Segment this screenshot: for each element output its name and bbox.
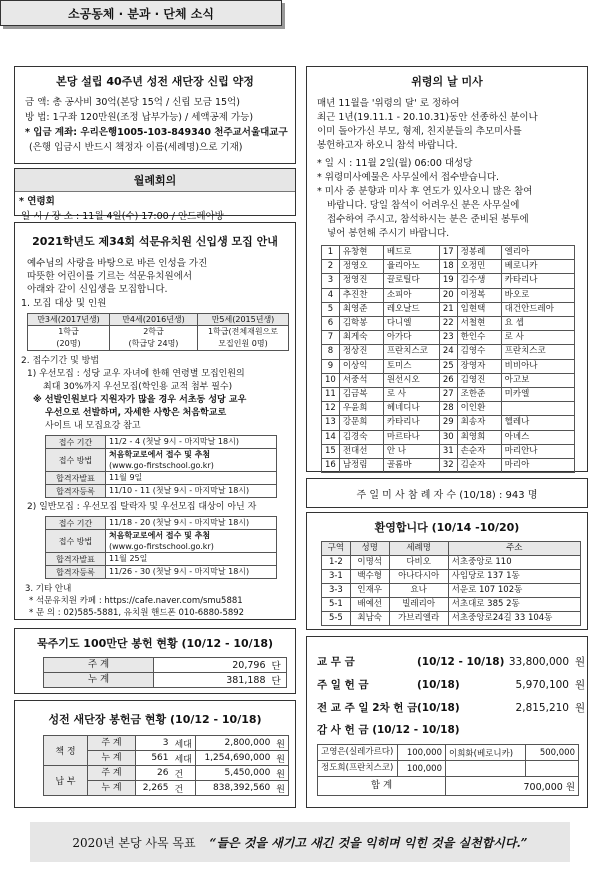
mass-time: * 일 시 : 11월 2일(월) 06:00 대성당 bbox=[317, 158, 473, 169]
rosary-title: 묵주기도 100만단 봉헌 현황 (10/12 - 10/18) bbox=[36, 637, 274, 650]
thanks-total-value: 700,000 원 bbox=[446, 777, 579, 796]
monthly-meeting-box bbox=[14, 168, 296, 222]
pledge-account: * 입금 계좌: 우리은행1005-103-849340 천주교서울대교구 bbox=[25, 127, 288, 138]
welcome-row: 3-3 인재우 요나 서운로 107 102동 bbox=[322, 584, 581, 598]
mass-note-3: 접수하여 주시고, 참석하시는 분은 준비된 봉투에 bbox=[327, 214, 529, 225]
general-schedule-table: 접수 기간 11/18 - 20 (첫날 9시 - 마지막날 18시) 접수 방법 처음학교로에서 접수 및 추첨 (www.go-firstschool.go.kr) 합격자발표 11월 25일 합격자등록 11/26 - 30 (첫날 9시 - 마지막날 18시) bbox=[45, 516, 277, 579]
rosary-table: 주 계 20,796 단 누 계 381,188 단 bbox=[43, 657, 287, 688]
priority-schedule-table: 접수 기간 11/2 - 4 (첫날 9시 - 마지막날 18시) 접수 방법 처음학교로에서 접수 및 추첨 (www.go-firstschool.go.kr) 합격자발표 11월 9일 합격자등록 11/10 - 11 (첫날 9시 - 마지막날 18시) bbox=[45, 435, 277, 498]
footer-label: 2020년 본당 사목 목표 bbox=[72, 835, 196, 850]
memorial-name-row: 15 전대선 안 나 31 손순자 마리안나 bbox=[322, 444, 575, 458]
offering-title: 성전 새단장 봉헌금 현황 (10/12 - 10/18) bbox=[48, 713, 262, 726]
kinder-age-table bbox=[27, 313, 289, 351]
pledge-method: 방 법: 1구좌 120만원(조정 납부가능) / 세액공제 가능) bbox=[25, 112, 254, 123]
memorial-name-row: 5 최영준 레오날드 21 임현택 대건안드레아 bbox=[322, 302, 575, 316]
welcome-title: 환영합니다 (10/14 -10/20) bbox=[374, 521, 520, 534]
finance-row: 전 교 주 일 2차 헌 금 (10/18) 2,815,210 원 bbox=[317, 702, 586, 714]
welcome-header-row: 구역 성명 세례명 주소 bbox=[322, 542, 581, 556]
pledge-amount: 금 액: 총 공사비 30억(본당 15억 / 신립 모금 15억) bbox=[25, 97, 240, 108]
memorial-name-row: 4 추진찬 소피아 20 이정복 바오로 bbox=[322, 288, 575, 302]
priority-line-1: 1) 우선모집 : 성당 교우 자녀에 한해 연령별 모집인원의 bbox=[27, 369, 245, 379]
welcome-table bbox=[321, 541, 581, 626]
mass-para-2: 최근 1년(19.11.1 - 20.10.31)동안 선종하신 분이나 bbox=[317, 112, 538, 123]
welcome-box bbox=[306, 512, 588, 630]
rosary-box bbox=[14, 628, 296, 694]
thanks-total-label: 합 계 bbox=[318, 777, 446, 796]
mass-note-4: 넣어 봉헌해 주시기 바랍니다. bbox=[327, 228, 450, 239]
finance-row: 주 일 헌 금 (10/18) 5,970,100 원 bbox=[317, 679, 586, 691]
priority-line-3: ※ 선발인원보다 지원자가 많을 경우 서초동 성당 교우 bbox=[33, 395, 247, 405]
finance-box bbox=[306, 636, 588, 808]
kinder-cafe: * 석문유치원 카페 : https://cafe.naver.com/smu5881 bbox=[29, 596, 243, 606]
welcome-row: 5-5 최남숙 가브리엘라 서초중앙로24길 33 104동 bbox=[322, 612, 581, 626]
memorial-name-row: 1 유창현 베드로 17 정봉례 엘리아 bbox=[322, 246, 575, 260]
memorial-name-row: 8 정상진 프란치스코 24 김영수 프란치스코 bbox=[322, 345, 575, 359]
priority-line-4: 우선으로 선발하며, 자세한 사항은 처음학교로 bbox=[45, 408, 227, 418]
welcome-row: 1-2 이명석 다비오 서초중앙로 110 bbox=[322, 556, 581, 570]
memorial-name-row: 6 김학봉 다니엘 22 서철현 요 셉 bbox=[322, 317, 575, 331]
kindergarten-box bbox=[14, 222, 296, 620]
attendance-label: 주 일 미 사 참 례 자 수 (10/18) : 943 명 bbox=[356, 489, 538, 501]
age-header-3: 만3세(2017년생) bbox=[28, 314, 110, 326]
mass-para-4: 봉헌하고자 하오니 참석 바랍니다. bbox=[317, 140, 458, 151]
age-cell-4: 2학급 (학급당 24명) bbox=[110, 326, 198, 351]
memorial-name-row: 7 최게숙 아가다 23 한인수 로 사 bbox=[322, 331, 575, 345]
kinder-intro-3: 아래와 같이 신입생을 모집합니다. bbox=[27, 284, 168, 295]
attendance-box bbox=[306, 478, 588, 508]
kinder-contact: * 문 의 : 02)585-5881, 유치원 핸드폰 010-6880-5892 bbox=[29, 608, 245, 618]
priority-line-5: 사이트 내 모집요강 참고 bbox=[45, 421, 141, 431]
footer-banner bbox=[30, 822, 570, 862]
memorial-name-row: 16 남정림 골롬바 32 김순자 마리아 bbox=[322, 459, 575, 473]
mass-offering-note: * 위령미사예물은 사무실에서 접수받습니다. bbox=[317, 172, 500, 183]
building-pledge-box bbox=[14, 66, 296, 164]
kinder-intro-1: 예수님의 사랑을 바탕으로 바른 인성을 가진 bbox=[27, 258, 208, 269]
memorial-names-table bbox=[321, 245, 575, 473]
memorial-name-row: 3 정영진 끌로틸다 19 김수생 카타리나 bbox=[322, 274, 575, 288]
thanks-table: 고영은(실레가르다) 100,000 이희화(베로니카) 500,000 정도희(프란치스코) 100,000 합 계 700,000 원 bbox=[317, 744, 579, 796]
section-banner: 소공동체 · 분과 · 단체 소식 bbox=[0, 0, 282, 26]
memorial-name-row: 9 이상익 토미스 25 장영자 비비아나 bbox=[322, 359, 575, 373]
building-pledge-title: 본당 설립 40주년 성전 새단장 신립 약정 bbox=[56, 75, 254, 88]
monthly-meeting-detail: 일 시 / 장 소 : 11월 4일(수) 17:00 / 안드레아방 bbox=[21, 211, 224, 222]
memorial-name-row: 11 김금복 로 사 27 조한준 미카엘 bbox=[322, 388, 575, 402]
mass-para-1: 매년 11월을 '위령의 달' 로 정하여 bbox=[317, 98, 460, 109]
mass-para-3: 이미 돌아가신 부모, 형제, 친지분들의 추모미사를 bbox=[317, 126, 522, 137]
memorial-name-row: 10 서중석 원선시오 26 김영진 아고보 bbox=[322, 373, 575, 387]
memorial-name-row: 12 우윤희 헤네디나 28 이인환 bbox=[322, 402, 575, 416]
age-cell-3: 1학급 (20명) bbox=[28, 326, 110, 351]
memorial-name-row: 13 강문희 카타리나 29 최송자 헬레나 bbox=[322, 416, 575, 430]
welcome-row: 3-1 백수형 아나다시아 사임당로 137 1동 bbox=[322, 570, 581, 584]
mass-note-1: * 미사 중 분향과 미사 후 연도가 있사오니 많은 참여 bbox=[317, 186, 533, 197]
kinder-section-2: 2. 접수기간 및 방법 bbox=[21, 356, 100, 366]
memorial-name-row: 14 김경숙 마르타나 30 최영희 아녜스 bbox=[322, 430, 575, 444]
pledge-note: (은행 입금시 반드시 책정자 이름(세례명)으로 기재) bbox=[29, 142, 243, 153]
kinder-section-3: 3. 기타 안내 bbox=[25, 584, 72, 594]
offering-box bbox=[14, 700, 296, 808]
general-line: 2) 일반모집 : 우선모집 탈락자 및 우선모집 대상이 아닌 자 bbox=[27, 502, 257, 512]
age-cell-5: 1학급(전체재원으로 모집인원 0명) bbox=[198, 326, 289, 351]
kinder-section-1: 1. 모집 대상 및 인원 bbox=[21, 298, 107, 309]
memorial-mass-title: 위령의 날 미사 bbox=[411, 75, 483, 88]
memorial-mass-box bbox=[306, 66, 588, 472]
monthly-meeting-title: 월례회의 bbox=[15, 169, 295, 192]
kinder-intro-2: 따뜻한 어린이를 기르는 석문유치원에서 bbox=[27, 271, 193, 282]
monthly-meeting-group: * 연령회 bbox=[19, 196, 55, 207]
mass-note-2: 바랍니다. 당일 참석이 어려우신 분은 사무실에 bbox=[327, 200, 520, 211]
priority-line-2: 최대 30%까지 우선모집(학인용 교적 첨부 필수) bbox=[43, 382, 233, 392]
kindergarten-title: 2021학년도 제34회 석문유치원 신입생 모집 안내 bbox=[32, 235, 278, 248]
age-header-4: 만4세(2016년생) bbox=[110, 314, 198, 326]
age-header-5: 만5세(2015년생) bbox=[198, 314, 289, 326]
finance-row: 교 무 금 (10/12 - 10/18) 33,800,000 원 bbox=[317, 656, 586, 668]
welcome-row: 5-1 배예선 빌레리아 서초대로 385 2동 bbox=[322, 598, 581, 612]
memorial-name-row: 2 정영오 율리아노 18 오정민 베로니카 bbox=[322, 260, 575, 274]
thanks-title: 감 사 헌 금 (10/12 - 10/18) bbox=[317, 724, 460, 736]
footer-slogan: “들은 것을 새기고 새긴 것을 익히며 익힌 것을 실천합시다.” bbox=[209, 835, 528, 850]
offering-table: 책 정 주 계 3 세대 2,800,000 원 누 계 561 세대 1,254,690,000 원 납 부 주 계 26 건 5,450,000 원 누 계 2,265 건 838,392,560 원 bbox=[43, 735, 289, 796]
